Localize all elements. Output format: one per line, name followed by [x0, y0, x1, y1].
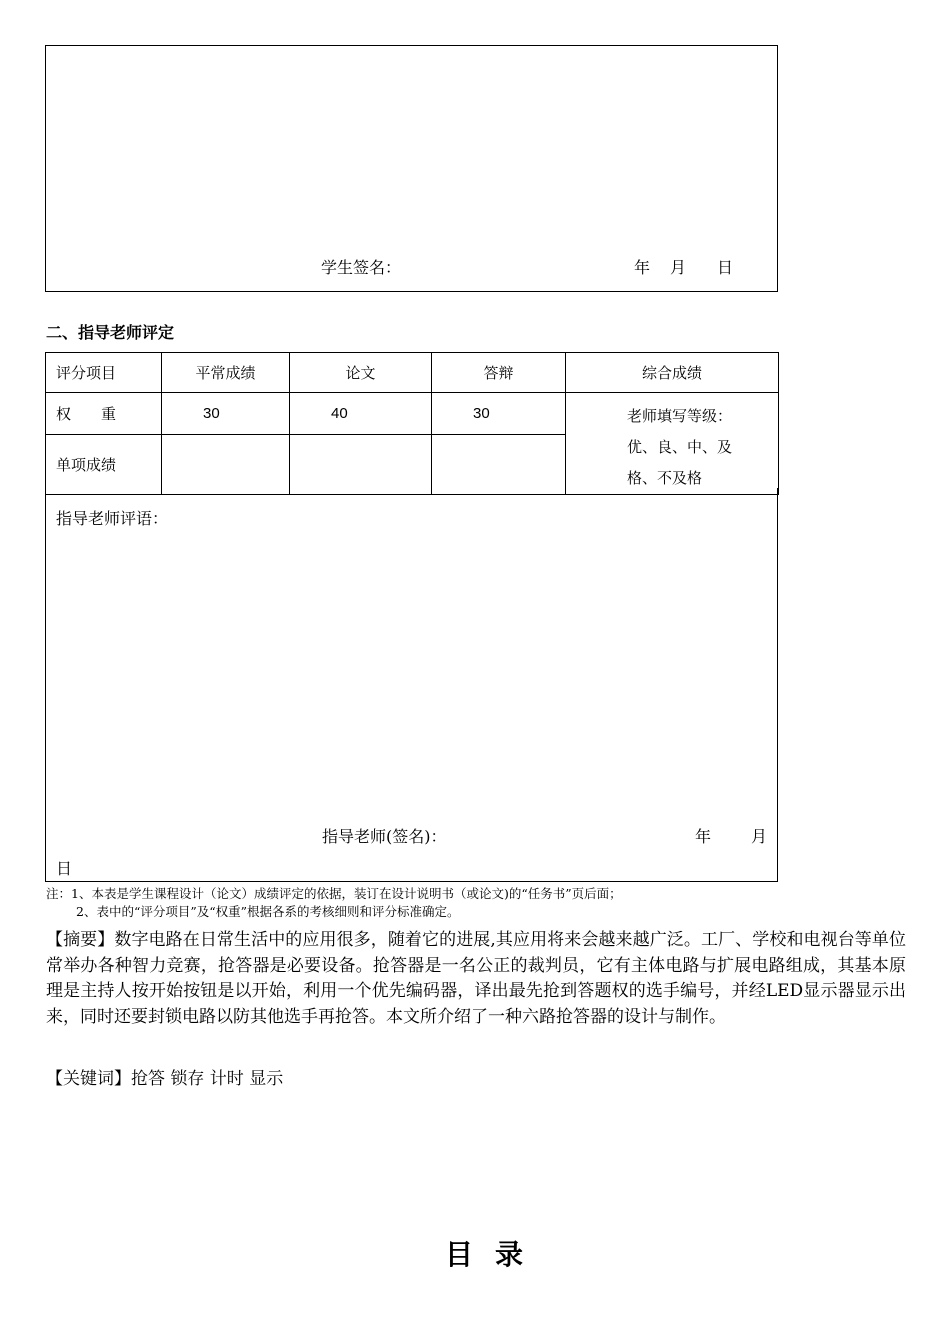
weight-value: 40 [290, 393, 432, 435]
student-date-day: 日 [717, 258, 734, 277]
overall-note-line: 格、不及格 [627, 469, 703, 487]
teacher-comment-box [45, 488, 778, 882]
note-line-2: 2、表中的“评分项目”及“权重”根据各系的考核细则和评分标准确定。 [76, 904, 460, 919]
overall-note-line: 优、良、中、及 [627, 438, 733, 456]
table-header-row [46, 353, 779, 393]
keywords-text: 【关键词】抢答 锁存 计时 显示 [46, 1069, 284, 1089]
header-cell: 论文 [290, 353, 432, 393]
student-signature-box [45, 45, 778, 292]
single-score-label: 单项成绩 [46, 435, 162, 495]
overall-grade-note [566, 393, 779, 495]
weight-value: 30 [432, 393, 566, 435]
teacher-date-day: 日 [56, 859, 73, 878]
student-date-month: 月 [670, 258, 687, 277]
score-cell [432, 435, 566, 495]
note-line-1: 注：1、本表是学生课程设计（论文）成绩评定的依据，装订在设计说明书（或论文)的“任务书”页后面； [46, 886, 622, 901]
toc-title: 目录 [444, 1238, 545, 1271]
section-title: 二、指导老师评定 [46, 323, 175, 342]
score-cell [162, 435, 290, 495]
header-cell: 答辩 [432, 353, 566, 393]
student-date-year: 年 [634, 258, 651, 277]
grade-table [45, 352, 779, 495]
teacher-date-month: 月 [751, 827, 768, 846]
weight-value: 30 [162, 393, 290, 435]
teacher-comment-label: 指导老师评语： [56, 509, 169, 528]
header-cell: 评分项目 [46, 353, 162, 393]
abstract-text: 【摘要】数字电路在日常生活中的应用很多，随着它的进展,其应用将来会越来越广泛。工厂、学校和电视台等单位常举办各种智力竞赛，抢答器是必要设备。抢答器是一名公正的裁判员，它有主体电路与扩展电路组成，其基本原理是主持人按开始按钮是以开始，利用一个优先编码器，译出最先抢到答题权的选手编号，并经LED显示器显示出来，同时还要封锁电路以防其他选手再抢答。本文所介绍了一种六路抢答器的设计与制作。 [46, 930, 906, 1027]
score-cell [290, 435, 432, 495]
weight-row [46, 393, 779, 435]
weight-label: 权 重 [46, 393, 162, 435]
header-cell: 综合成绩 [566, 353, 779, 393]
overall-note-line: 老师填写等级： [627, 407, 733, 425]
header-cell: 平常成绩 [162, 353, 290, 393]
teacher-date-year: 年 [695, 827, 712, 846]
teacher-signature-label: 指导老师(签名)： [322, 827, 447, 846]
student-signature-label: 学生签名： [321, 258, 402, 277]
